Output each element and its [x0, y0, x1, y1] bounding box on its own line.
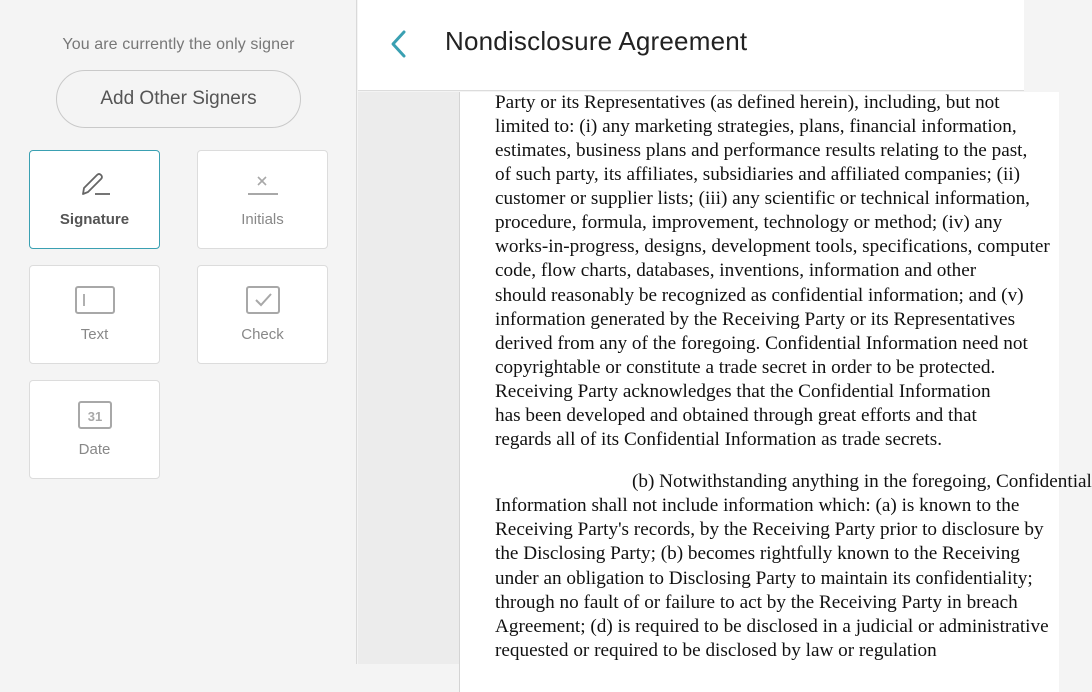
- doc-line: has been developed and obtained through great efforts and that: [495, 405, 977, 426]
- checkbox-icon: [198, 280, 327, 320]
- doc-line: Receiving Party acknowledges that the Confidential Information: [495, 381, 991, 402]
- text-field-tile[interactable]: [29, 265, 160, 364]
- doc-line: Receiving Party's records, by the Receiving Party prior to disclosure by: [495, 519, 1044, 540]
- document-title: Nondisclosure Agreement: [445, 26, 748, 56]
- doc-line: through no fault of or failure to act by the Receiving Party in breach: [495, 592, 1018, 613]
- doc-line: under an obligation to Disclosing Party to maintain its confidentiality;: [495, 568, 1033, 589]
- doc-line: customer or supplier lists; (iii) any scientific or technical information,: [495, 188, 1030, 209]
- doc-line: limited to: (i) any marketing strategies, plans, financial information,: [495, 116, 1017, 137]
- initials-field-label: Initials: [241, 211, 284, 228]
- doc-line: code, flow charts, databases, inventions, information and other: [495, 260, 977, 281]
- doc-line: copyrightable or constitute a trade secret in order to be protected.: [495, 357, 996, 378]
- check-field-tile[interactable]: [197, 265, 328, 364]
- back-chevron-icon[interactable]: [386, 28, 414, 60]
- date-field-label: Date: [78, 441, 111, 458]
- signature-field-tile[interactable]: [29, 150, 160, 249]
- initials-icon: [198, 165, 327, 205]
- calendar-icon: [30, 395, 159, 435]
- svg-text:31: 31: [87, 409, 102, 424]
- document-header: [358, 0, 1024, 91]
- doc-line: Party or its Representatives (as defined herein), including, but not: [495, 92, 1000, 113]
- text-field-icon: [30, 280, 159, 320]
- date-field-tile[interactable]: [29, 380, 160, 479]
- doc-line: Information shall not include information which: (a) is known to the: [495, 495, 1020, 516]
- check-field-label: Check: [241, 326, 284, 343]
- doc-line: information generated by the Receiving Party or its Representatives: [495, 309, 1016, 330]
- doc-line: Agreement; (d) is required to be disclosed in a judicial or administrative: [495, 616, 1049, 637]
- doc-line: of such party, its affiliates, subsidiaries and affiliated companies; (ii): [495, 164, 1021, 185]
- doc-line: (b) Notwithstanding anything in the foregoing, Confidential: [632, 471, 1092, 492]
- doc-line: works-in-progress, designs, development tools, specifications, computer: [495, 236, 1050, 257]
- doc-line: should reasonably be recognized as confidential information; and (v): [495, 285, 1024, 306]
- doc-line: procedure, formula, improvement, technology or method; (iv) any: [495, 212, 1003, 233]
- signer-status-text: You are currently the only signer: [62, 36, 295, 53]
- document-viewer[interactable]: [358, 92, 1092, 664]
- signature-field-label: Signature: [59, 211, 130, 228]
- fields-sidebar: [0, 0, 357, 664]
- initials-field-tile[interactable]: [197, 150, 328, 249]
- add-other-signers-button[interactable]: Add Other Signers: [56, 70, 301, 128]
- doc-line: derived from any of the foregoing. Confidential Information need not: [495, 333, 1028, 354]
- doc-line: the Disclosing Party; (b) becomes rightfully known to the Receiving: [495, 543, 1020, 564]
- text-field-label: Text: [80, 326, 109, 343]
- signature-pen-icon: [30, 165, 159, 205]
- doc-line: regards all of its Confidential Information as trade secrets.: [495, 429, 943, 450]
- doc-line: estimates, business plans and performance results relating to the past,: [495, 140, 1028, 161]
- doc-line: requested or required to be disclosed by law or regulation: [495, 640, 937, 661]
